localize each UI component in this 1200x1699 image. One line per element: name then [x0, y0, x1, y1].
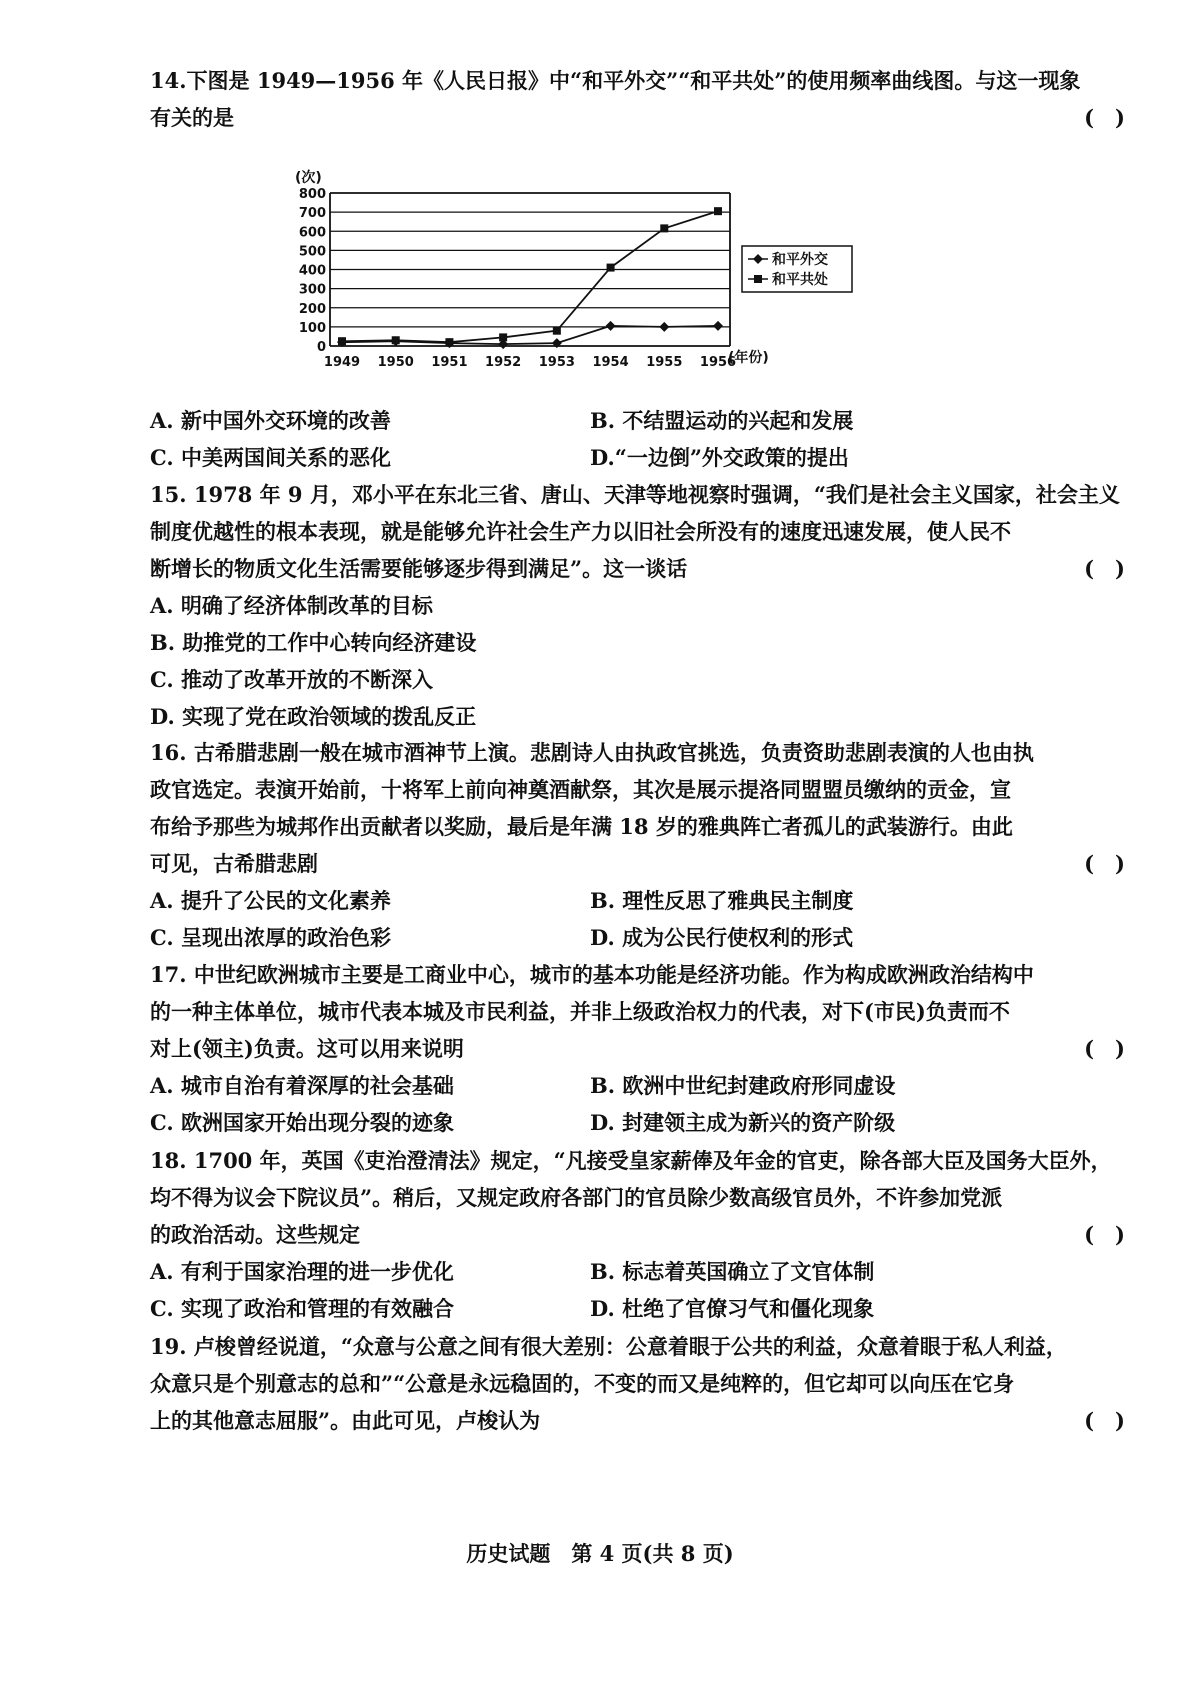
x-tick-label: 1949 [323, 355, 361, 370]
chart-legend [742, 246, 852, 292]
data-point-square [660, 224, 668, 232]
q18-options-row-1 [150, 1253, 1125, 1290]
q15-stem-line1: 15. 1978 年 9 月，邓小平在东北三省、唐山、天津等地视察时强调，“我们是社会主义国家，社会主义 [150, 482, 1120, 507]
q14-option-b[interactable]: B. 不结盟运动的兴起和发展 [590, 408, 854, 433]
q15-option-a[interactable]: A. 明确了经济体制改革的目标 [150, 593, 433, 618]
q14-options-row-1 [150, 402, 1125, 439]
q15-option-c[interactable]: C. 推动了改革开放的不断深入 [150, 667, 433, 692]
q17-options-row-2 [150, 1104, 1125, 1141]
q15-option-b[interactable]: B. 助推党的工作中心转向经济建设 [150, 630, 477, 655]
x-tick-label: 1954 [592, 355, 629, 370]
x-tick-label: 1953 [538, 355, 575, 370]
q16-option-d[interactable]: D. 成为公民行使权利的形式 [590, 925, 854, 950]
q14-option-a[interactable]: A. 新中国外交环境的改善 [150, 408, 391, 433]
q18-answer-bracket: ( ) [1084, 1222, 1125, 1247]
q18-option-b[interactable]: B. 标志着英国确立了文官体制 [590, 1259, 875, 1284]
q15-answer-bracket: ( ) [1084, 556, 1125, 581]
q16-stem-line4 [150, 845, 1125, 882]
q14-stem-line2 [150, 99, 1125, 136]
question-15 [150, 476, 1125, 735]
data-point-diamond [659, 322, 669, 332]
q17-option-b[interactable]: B. 欧洲中世纪封建政府形同虚设 [590, 1073, 896, 1098]
q18-stem-line3-text: 的政治活动。这些规定 [150, 1222, 360, 1247]
frequency-line-chart [290, 160, 910, 410]
chart-x-ticks [324, 355, 736, 370]
chart-y-axis-label: (次) [295, 170, 322, 186]
data-point-square [338, 337, 346, 345]
y-tick-label: 800 [298, 187, 326, 202]
q18-option-d[interactable]: D. 杜绝了官僚习气和僵化现象 [590, 1296, 875, 1321]
q15-stem-line3 [150, 550, 1125, 587]
question-16 [150, 734, 1125, 956]
q19-stem-line3-text: 上的其他意志屈服”。由此可见，卢梭认为 [150, 1408, 541, 1433]
chart-series [337, 207, 723, 349]
q16-answer-bracket: ( ) [1084, 851, 1125, 876]
q17-option-d[interactable]: D. 封建领主成为新兴的资产阶级 [590, 1110, 896, 1135]
q16-option-b[interactable]: B. 理性反思了雅典民主制度 [590, 888, 854, 913]
q18-stem-line1: 18. 1700 年，英国《吏治澄清法》规定，“凡接受皇家薪俸及年金的官吏，除各部大臣及国务大臣外， [150, 1148, 1112, 1173]
data-point-square [445, 338, 453, 346]
q15-stem-line3-text: 断增长的物质文化生活需要能够逐步得到满足”。这一谈话 [150, 556, 688, 581]
y-tick-label: 500 [298, 244, 326, 260]
x-tick-label: 1952 [485, 355, 522, 370]
q14-options [150, 402, 1125, 476]
x-tick-label: 1951 [431, 355, 468, 370]
q16-option-c[interactable]: C. 呈现出浓厚的政治色彩 [150, 925, 391, 950]
page-footer: 历史试题 第 4 页(共 8 页) [466, 1541, 734, 1566]
q16-options-row-2 [150, 919, 1125, 956]
q17-stem-line2: 的一种主体单位，城市代表本城及市民利益，并非上级政治权力的代表，对下(市民)负责而不 [150, 999, 1010, 1024]
q14-stem-line1: 14.下图是 1949—1956 年《人民日报》中“和平外交”“和平共处”的使用频率曲线图。与这一现象 [150, 68, 1081, 93]
q14-stem-line2-text: 有关的是 [150, 105, 234, 130]
q16-stem-line2: 政官选定。表演开始前，十将军上前向神奠酒献祭，其次是展示提洛同盟盟员缴纳的贡金，宣 [150, 777, 1011, 802]
q19-stem-line1: 19. 卢梭曾经说道，“众意与公意之间有很大差别：公意着眼于公共的利益，众意着眼于私人利益， [150, 1334, 1067, 1359]
q14-option-c[interactable]: C. 中美两国间关系的恶化 [150, 445, 391, 470]
q17-answer-bracket: ( ) [1084, 1036, 1125, 1061]
data-point-square [714, 207, 722, 215]
question-18 [150, 1142, 1125, 1327]
q16-stem-line3: 布给予那些为城邦作出贡献者以奖励，最后是年满 18 岁的雅典阵亡者孤儿的武装游行。由此 [150, 814, 1013, 839]
q17-stem-line1: 17. 中世纪欧洲城市主要是工商业中心，城市的基本功能是经济功能。作为构成欧洲政治结构中 [150, 962, 1034, 987]
legend-label-series-2: 和平共处 [772, 272, 828, 288]
q18-options-row-2 [150, 1290, 1125, 1327]
data-point-square [392, 336, 400, 344]
q14-option-d[interactable]: D.“一边倒”外交政策的提出 [590, 445, 849, 470]
q18-option-c[interactable]: C. 实现了政治和管理的有效融合 [150, 1296, 454, 1321]
data-point-diamond [606, 321, 616, 331]
q17-stem-line3-text: 对上(领主)负责。这可以用来说明 [150, 1036, 464, 1061]
q19-answer-bracket: ( ) [1084, 1408, 1125, 1433]
data-point-square [607, 264, 615, 272]
data-point-diamond [713, 321, 723, 331]
chart-x-axis-label: (年份) [728, 350, 769, 366]
legend-label-series-1: 和平外交 [772, 252, 828, 268]
q16-options-row-1 [150, 882, 1125, 919]
q17-stem-line3 [150, 1030, 1125, 1067]
q15-stem-line2: 制度优越性的根本表现，就是能够允许社会生产力以旧社会所没有的速度迅速发展，使人民不 [150, 519, 1011, 544]
x-tick-label: 1950 [377, 355, 414, 370]
y-tick-label: 400 [298, 263, 326, 279]
q17-options-row-1 [150, 1067, 1125, 1104]
legend-marker-square [754, 275, 762, 283]
chart-gridlines [330, 193, 730, 346]
y-tick-label: 700 [298, 206, 326, 222]
q17-option-c[interactable]: C. 欧洲国家开始出现分裂的迹象 [150, 1110, 454, 1135]
q19-stem-line3 [150, 1402, 1125, 1439]
data-point-square [553, 327, 561, 335]
x-tick-label: 1956 [699, 355, 737, 370]
y-tick-label: 100 [298, 320, 326, 336]
q14-answer-bracket: ( ) [1084, 105, 1125, 130]
q17-option-a[interactable]: A. 城市自治有着深厚的社会基础 [150, 1073, 454, 1098]
x-tick-label: 1955 [646, 355, 683, 370]
y-tick-label: 600 [298, 225, 326, 241]
question-17 [150, 956, 1125, 1141]
q16-stem-line1: 16. 古希腊悲剧一般在城市酒神节上演。悲剧诗人由执政官挑选，负责资助悲剧表演的人也由执 [150, 740, 1034, 765]
question-19 [150, 1328, 1125, 1439]
y-tick-label: 200 [298, 301, 326, 317]
data-point-square [499, 333, 507, 341]
q18-stem-line3 [150, 1216, 1125, 1253]
q18-option-a[interactable]: A. 有利于国家治理的进一步优化 [150, 1259, 454, 1284]
chart-y-ticks [299, 187, 326, 355]
q16-stem-line4-text: 可见，古希腊悲剧 [150, 851, 318, 876]
q14-options-row-2 [150, 439, 1125, 476]
q15-option-d[interactable]: D. 实现了党在政治领域的拨乱反正 [150, 704, 477, 729]
q16-option-a[interactable]: A. 提升了公民的文化素养 [150, 888, 391, 913]
y-tick-label: 300 [298, 282, 326, 298]
q18-stem-line2: 均不得为议会下院议员”。稍后，又规定政府各部门的官员除少数高级官员外，不许参加党派 [150, 1185, 1003, 1210]
y-tick-label: 0 [316, 340, 326, 355]
question-14 [150, 62, 1125, 136]
q19-stem-line2: 众意只是个别意志的总和”“公意是永远稳固的，不变的而又是纯粹的，但它却可以向压在它身 [150, 1371, 1015, 1396]
